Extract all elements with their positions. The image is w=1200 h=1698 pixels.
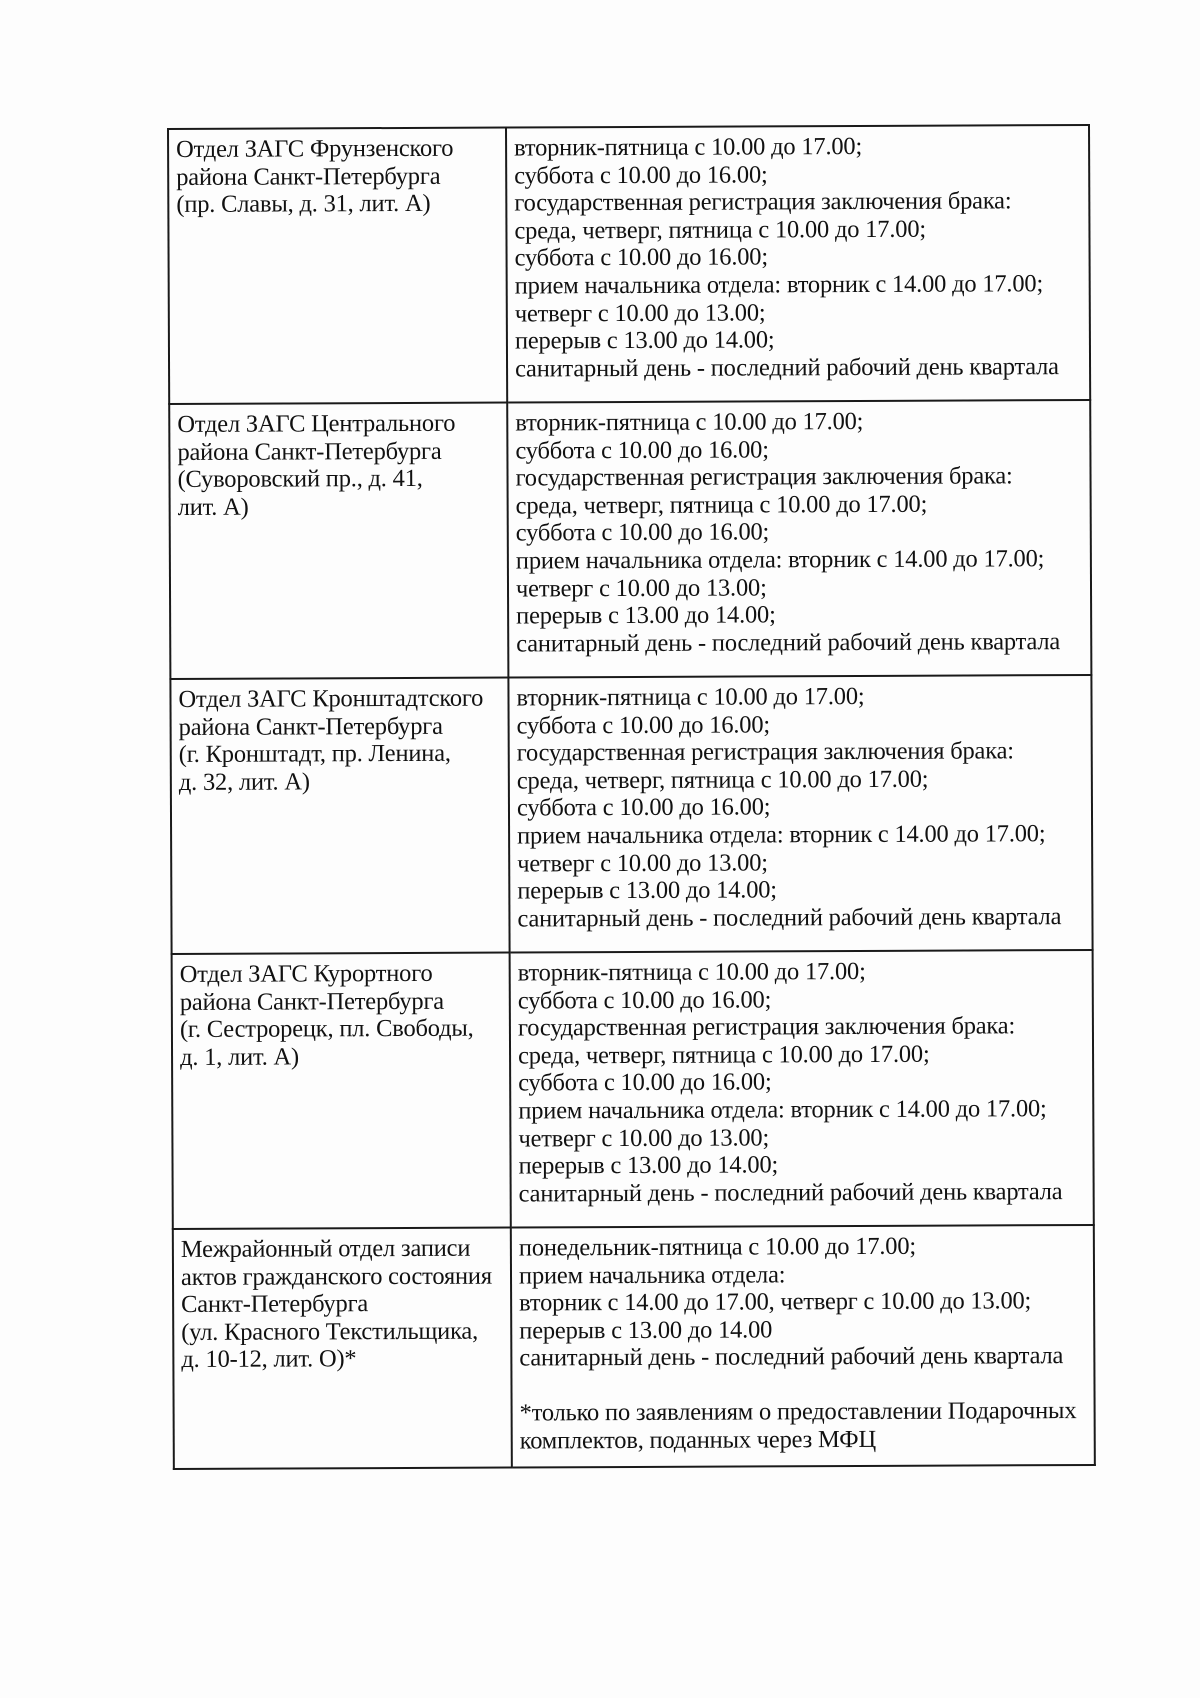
hours-line: государственная регистрация заключения брака:	[514, 187, 1012, 217]
hours-line: суббота с 10.00 до 16.00;	[514, 243, 769, 272]
office-line: района Санкт-Петербурга	[179, 987, 444, 1016]
hours-line: суббота с 10.00 до 16.00;	[517, 985, 772, 1015]
hours-line: перерыв с 13.00 до 14.00;	[514, 326, 775, 355]
office-line: Санкт-Петербурга	[181, 1290, 369, 1319]
office-line: д. 1, лит. А)	[179, 1043, 300, 1071]
office-line: Отдел ЗАГС Курортного	[179, 959, 433, 988]
paragraph-spacer	[519, 1370, 1087, 1399]
office-line: Межрайонный отдел записи	[180, 1234, 471, 1263]
hours-line: прием начальника отдела: вторник с 14.00 до 17.00;	[517, 820, 1046, 850]
hours-line: среда, четверг, пятница с 10.00 до 17.00;	[517, 1040, 930, 1070]
hours-line: перерыв с 13.00 до 14.00	[519, 1316, 773, 1345]
hours-line: вторник-пятница с 10.00 до 17.00;	[514, 132, 863, 162]
hours-line: четверг с 10.00 до 13.00;	[515, 573, 767, 603]
hours-line: суббота с 10.00 до 16.00;	[518, 1068, 772, 1097]
office-line: района Санкт-Петербурга	[176, 162, 441, 191]
table-body	[168, 125, 1095, 1469]
hours-line: суббота с 10.00 до 16.00;	[515, 518, 770, 547]
hours-line: прием начальника отдела: вторник с 14.00 до 17.00;	[514, 270, 1044, 300]
hours-line: прием начальника отдела: вторник с 14.00 до 17.00;	[515, 545, 1045, 575]
hours-line: санитарный день - последний рабочий день квартала	[514, 352, 1059, 383]
office-line: (г. Кронштадт, пр. Ленина,	[178, 739, 451, 769]
footnote-line: комплектов, поданных через МФЦ	[519, 1425, 876, 1455]
hours-cell	[511, 1225, 1095, 1468]
table-row	[169, 400, 1091, 679]
hours-line: суббота с 10.00 до 16.00;	[515, 435, 769, 465]
hours-cell	[507, 400, 1091, 678]
office-line: (пр. Славы, д. 31, лит. А)	[176, 190, 431, 219]
footnote-line: *только по заявлениям о предоставлении Подарочных	[519, 1397, 1077, 1427]
office-cell	[173, 1228, 512, 1469]
hours-line: суббота с 10.00 до 16.00;	[516, 710, 771, 740]
office-line: д. 10-12, лит. О)*	[181, 1345, 357, 1374]
hours-line: четверг с 10.00 до 13.00;	[514, 298, 766, 328]
hours-line: четверг с 10.00 до 13.00;	[518, 1123, 770, 1153]
hours-line: государственная регистрация заключения брака:	[516, 737, 1014, 767]
office-line: лит. А)	[177, 493, 249, 521]
office-line: района Санкт-Петербурга	[178, 712, 443, 741]
hours-line: санитарный день - последний рабочий день квартала	[518, 1177, 1063, 1208]
table-row	[168, 125, 1090, 404]
registry-office-schedule-table	[167, 124, 1096, 1470]
table-row	[173, 1225, 1095, 1469]
office-line: Отдел ЗАГС Центрального	[177, 409, 456, 438]
hours-line: прием начальника отдела:	[518, 1260, 786, 1290]
office-line: (ул. Красного Текстильщика,	[181, 1317, 479, 1346]
hours-line: вторник-пятница с 10.00 до 17.00;	[516, 682, 865, 712]
table-row	[172, 950, 1094, 1229]
hours-line: среда, четверг, пятница с 10.00 до 17.00;	[516, 765, 929, 795]
hours-line: санитарный день - последний рабочий день квартала	[519, 1342, 1064, 1372]
hours-line: среда, четверг, пятница с 10.00 до 17.00;	[514, 215, 927, 245]
hours-line: вторник-пятница с 10.00 до 17.00;	[517, 957, 866, 987]
hours-line: санитарный день - последний рабочий день квартала	[517, 902, 1062, 933]
office-line: района Санкт-Петербурга	[177, 437, 442, 466]
hours-line: перерыв с 13.00 до 14.00;	[518, 1151, 779, 1180]
office-line: (Суворовский пр., д. 41,	[177, 465, 423, 494]
hours-line: понедельник-пятница с 10.00 до 17.00;	[518, 1232, 917, 1262]
office-cell	[172, 953, 511, 1229]
office-cell	[170, 678, 509, 954]
hours-line: государственная регистрация заключения брака:	[515, 462, 1013, 492]
office-cell	[169, 403, 508, 679]
office-line: (г. Сестрорецк, пл. Свободы,	[179, 1014, 474, 1044]
hours-line: государственная регистрация заключения брака:	[517, 1012, 1016, 1042]
office-cell	[168, 128, 507, 404]
hours-cell	[508, 675, 1092, 953]
hours-line: среда, четверг, пятница с 10.00 до 17.00;	[515, 490, 928, 520]
hours-cell	[506, 125, 1090, 403]
table-row	[170, 675, 1092, 954]
office-line: Отдел ЗАГС Фрунзенского	[176, 134, 454, 163]
hours-line: санитарный день - последний рабочий день квартала	[516, 627, 1061, 658]
hours-line: перерыв с 13.00 до 14.00;	[517, 876, 777, 905]
hours-line: вторник с 14.00 до 17.00, четверг с 10.00 до 13.00;	[519, 1287, 1032, 1317]
hours-line: перерыв с 13.00 до 14.00;	[516, 601, 776, 630]
hours-line: прием начальника отдела: вторник с 14.00 до 17.00;	[518, 1095, 1047, 1125]
office-line: д. 32, лит. А)	[178, 768, 310, 796]
hours-line: суббота с 10.00 до 16.00;	[514, 160, 768, 190]
hours-line: четверг с 10.00 до 13.00;	[517, 848, 768, 878]
office-line: актов гражданского состояния	[180, 1262, 492, 1291]
hours-line: суббота с 10.00 до 16.00;	[516, 793, 771, 822]
hours-cell	[510, 950, 1094, 1228]
hours-line: вторник-пятница с 10.00 до 17.00;	[515, 407, 864, 437]
office-line: Отдел ЗАГС Кронштадтского	[178, 684, 484, 713]
